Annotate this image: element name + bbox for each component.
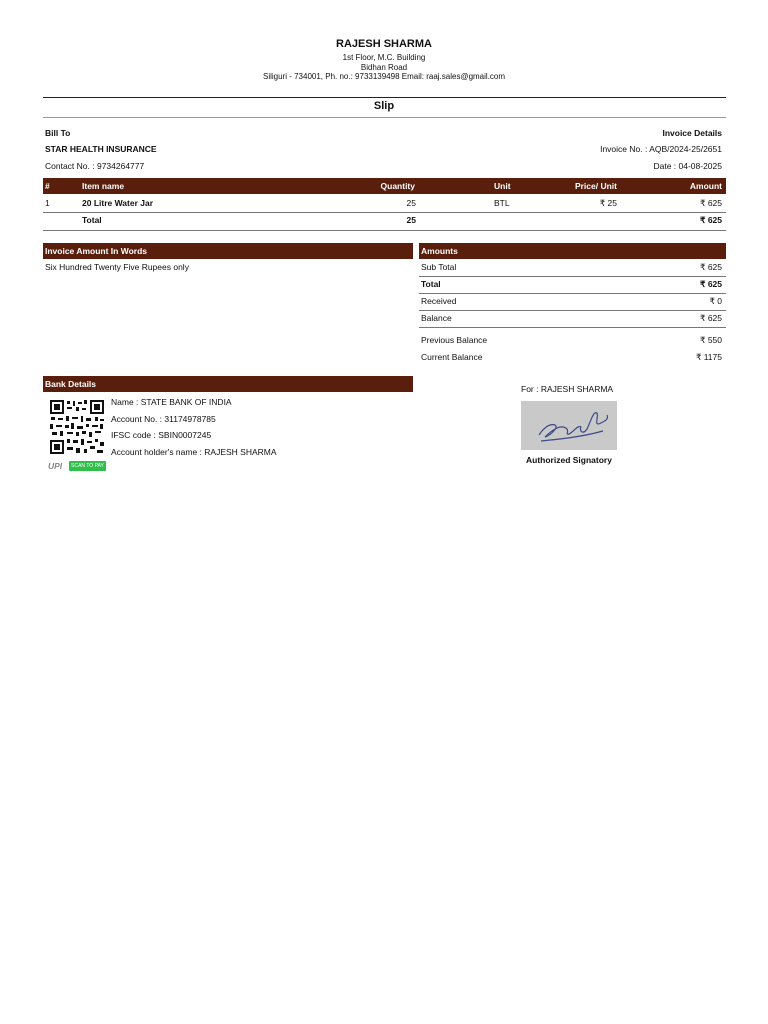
table-total-row [43,212,726,229]
authorized-signatory-label: Authorized Signatory [526,455,612,465]
bank-details-header: Bank Details [43,376,413,392]
received-value: ₹ 0 [709,296,722,306]
signature-icon [521,401,617,450]
total-amount: ₹ 625 [700,215,722,225]
current-balance-row [419,349,726,366]
current-balance-value: ₹ 1175 [695,352,722,362]
items-table-header [43,178,726,194]
amounts-header: Amounts [419,243,726,259]
balance-value: ₹ 625 [700,313,722,323]
title-divider [43,117,726,118]
amount-total-label: Total [421,279,441,289]
qr-code-icon [49,399,105,455]
table-row [43,195,726,212]
invoice-date: Date : 04-08-2025 [653,161,722,171]
bank-ifsc: IFSC code : SBIN0007245 [111,430,212,440]
previous-balance-label: Previous Balance [421,335,488,345]
row-item-name: 20 Litre Water Jar [82,198,154,208]
amount-in-words: Six Hundred Twenty Five Rupees only [45,262,189,272]
sub-total-label: Sub Total [421,262,457,272]
col-header-quantity: Quantity [380,181,415,191]
invoice-details-heading: Invoice Details [662,128,722,138]
header-divider [43,97,726,98]
sub-total-value: ₹ 625 [700,262,722,272]
received-row [419,293,726,310]
balance-label: Balance [421,313,452,323]
total-label: Total [82,215,102,225]
row-amount: ₹ 625 [700,198,722,208]
col-header-price: Price/ Unit [574,181,617,191]
amount-total-value: ₹ 625 [700,279,722,289]
signature-for-label: For : RAJESH SHARMA [521,384,614,394]
col-header-item: Item name [82,181,125,191]
row-unit: BTL [494,198,510,208]
bank-name: Name : STATE BANK OF INDIA [111,397,232,407]
bill-to-heading: Bill To [45,128,71,138]
amounts-divider [419,327,726,328]
company-name: RAJESH SHARMA [336,38,432,50]
row-price: ₹ 25 [599,198,617,208]
signature-image [521,401,617,450]
col-header-unit: Unit [494,181,511,191]
upi-logo-icon: UPI [48,461,63,471]
balance-row [419,310,726,327]
upi-badge [48,460,108,472]
col-header-amount: Amount [689,181,722,191]
invoice-number: Invoice No. : AQB/2024-25/2651 [600,144,722,154]
company-address-line2: Bidhan Road [360,62,408,72]
total-quantity: 25 [406,215,416,225]
amount-total-row [419,276,726,293]
table-bottom-divider [43,230,726,231]
scan-to-pay-badge: SCAN TO PAY [69,461,106,471]
document-title: Slip [373,100,395,112]
current-balance-label: Current Balance [421,352,483,362]
row-quantity: 25 [406,198,416,208]
sub-total-row [419,259,726,276]
words-header: Invoice Amount In Words [43,243,413,259]
col-header-num: # [45,181,50,191]
received-label: Received [421,296,457,306]
upi-qr-code[interactable] [49,399,105,455]
bill-to-contact: Contact No. : 9734264777 [45,161,145,171]
bank-account-number: Account No. : 31174978785 [111,414,216,424]
company-address-line3: Siliguri - 734001, Ph. no.: 9733139498 Email: raaj.sales@gmail.com [262,72,506,81]
bill-to-name: STAR HEALTH INSURANCE [45,144,157,154]
previous-balance-value: ₹ 550 [700,335,722,345]
company-address-line1: 1st Floor, M.C. Building [342,53,426,62]
bank-account-holder: Account holder's name : RAJESH SHARMA [111,447,277,457]
row-num: 1 [45,198,50,208]
previous-balance-row [419,332,726,349]
